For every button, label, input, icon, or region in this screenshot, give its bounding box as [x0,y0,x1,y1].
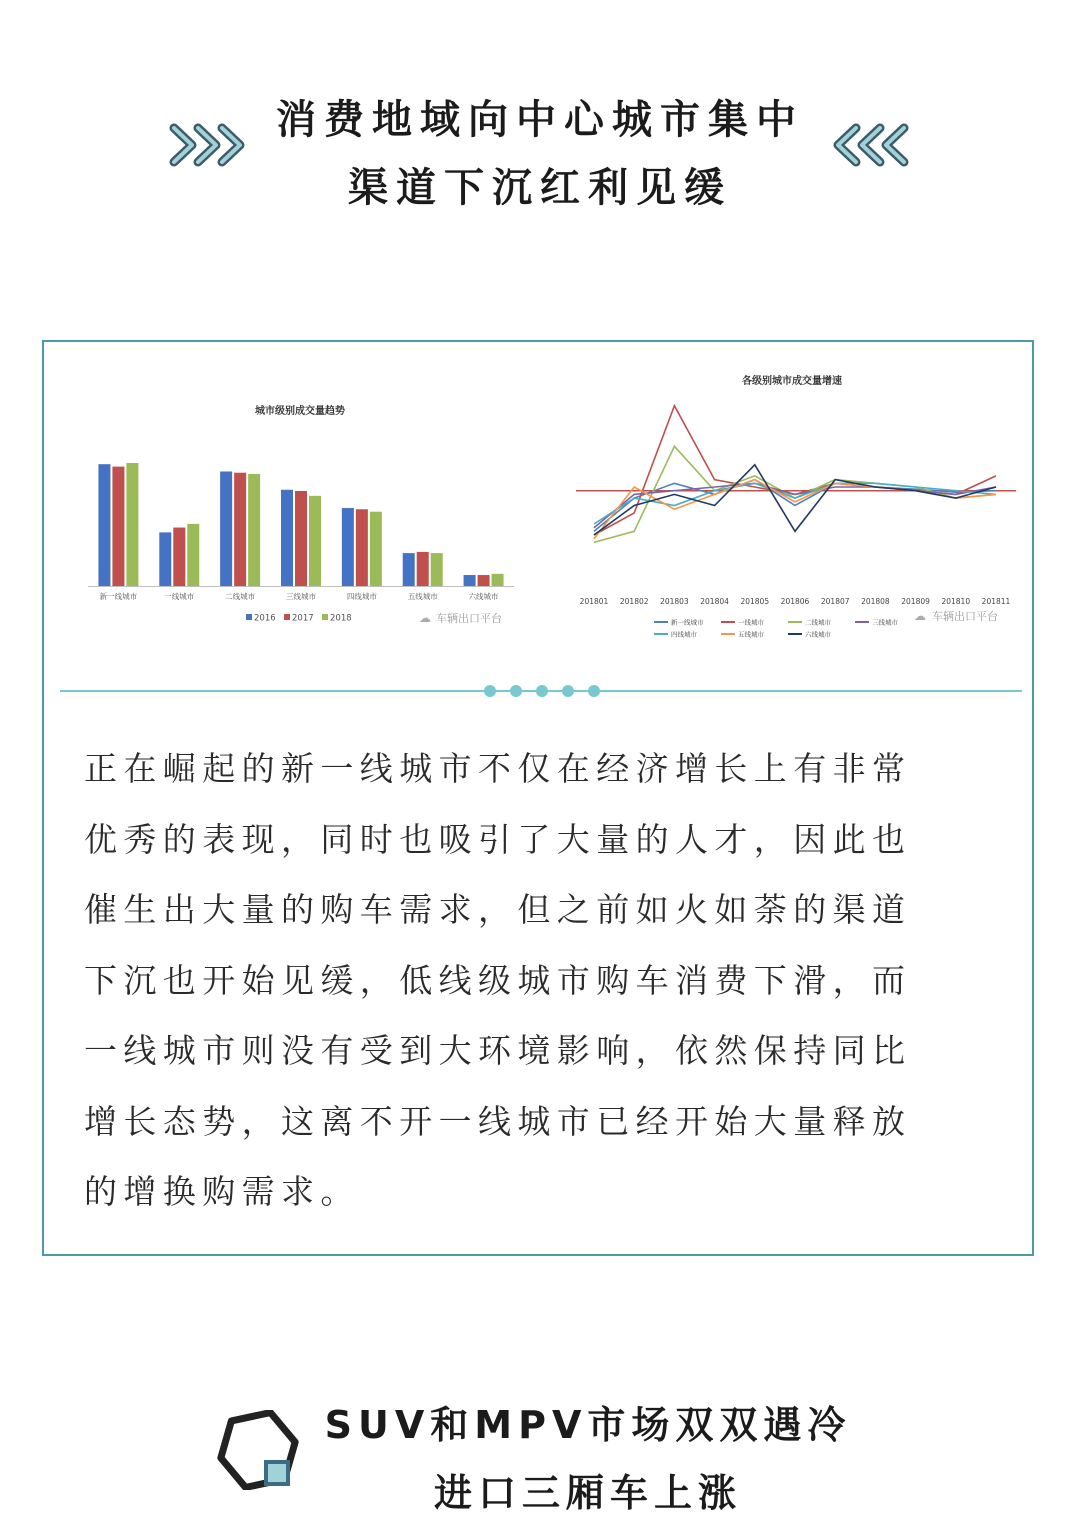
bar [112,467,124,586]
x-tick-label: 五线城市 [407,592,438,601]
bar [173,528,185,586]
heading-1-line-2: 渠道下沉红利见缓 [348,165,732,211]
x-tick-label: 201803 [660,597,689,606]
legend-label: 2018 [330,613,352,624]
legend-label: 2016 [254,613,276,624]
body-line: 的增换购需求。 [84,1172,360,1211]
bar [159,532,171,586]
x-tick-label: 201805 [740,597,770,606]
bar [220,471,232,586]
x-tick-label: 201807 [820,597,850,606]
bar-chart-title: 城市级别成交量趋势 [255,406,345,417]
bar [98,464,110,586]
body-line: 优秀的表现，同时也吸引了大量的人才，因此也 [84,819,912,859]
bar [309,496,321,586]
body-line: 增长态势，这离不开一线城市已经开始大量释放 [84,1101,912,1141]
x-tick-label: 201801 [579,597,609,606]
bar [281,490,293,586]
dot-separator [484,685,604,697]
x-tick-label: 201811 [981,597,1011,606]
x-tick-label: 201808 [861,597,890,606]
bar [464,575,476,586]
bar [295,491,307,586]
bar [356,509,368,586]
section-heading-2 [0,1380,1080,1515]
body-line: 下沉也开始见缓，低线级城市购车消费下滑，而 [84,960,912,1000]
body-line: 正在崛起的新一线城市不仅在经济增长上有非常 [84,749,912,788]
heading-1-line-1: 消费地域向中心城市集中 [276,97,804,143]
bar [417,552,429,586]
legend-label: 2017 [292,613,314,624]
legend-swatch [284,614,290,620]
series-line [594,406,996,535]
body-paragraph [84,734,996,1228]
bar [234,473,246,586]
legend-label: 四线城市 [671,630,697,639]
legend-swatch [322,614,328,620]
bar [370,512,382,586]
bar [403,553,415,586]
svg-text:车辆出口平台: 车辆出口平台 [436,612,502,625]
x-tick-label: 一线城市 [164,592,195,601]
bar [187,524,199,586]
watermark [914,609,998,623]
bar [492,574,504,586]
legend-label: 一线城市 [738,618,764,627]
watermark [419,611,502,625]
svg-text:☁: ☁ [419,611,431,625]
x-tick-label: 201804 [700,597,729,606]
heading-2-line-2: 进口三厢车上涨 [433,1471,742,1515]
legend-label: 三线城市 [872,618,898,627]
bar [248,474,260,586]
x-tick-label: 201802 [619,597,649,606]
x-tick-label: 201809 [901,597,930,606]
series-line [594,465,996,535]
legend-label: 六线城市 [805,630,831,639]
legend-label: 二线城市 [805,618,831,627]
legend-label: 五线城市 [738,630,764,639]
legend-swatch [246,614,252,620]
heading-2-line-1: SUV和MPV市场双双遇冷 [324,1403,852,1447]
x-tick-label: 201810 [941,597,971,606]
x-tick-label: 二线城市 [225,592,256,601]
bar [342,508,354,586]
x-tick-label: 三线城市 [286,592,316,601]
x-tick-label: 201806 [780,597,810,606]
legend-label: 新一线城市 [671,618,704,627]
section-heading-1 [0,80,1080,220]
bar-chart [74,382,534,642]
bar [431,553,443,586]
triple-chevron-left-icon [826,122,912,168]
content-card [42,340,1034,1256]
body-line: 催生出大量的购车需求，但之前如火如荼的渠道 [84,890,912,929]
svg-text:车辆出口平台: 车辆出口平台 [932,610,998,623]
x-tick-label: 六线城市 [468,592,499,601]
line-chart-title: 各级别城市成交量增速 [742,376,842,387]
line-chart [544,362,1024,647]
bar [478,575,490,586]
x-tick-label: 四线城市 [346,592,377,601]
body-line: 一线城市则没有受到大环境影响，依然保持同比 [84,1031,912,1070]
bar [126,463,138,586]
x-tick-label: 新一线城市 [99,592,138,601]
svg-text:☁: ☁ [914,609,926,623]
